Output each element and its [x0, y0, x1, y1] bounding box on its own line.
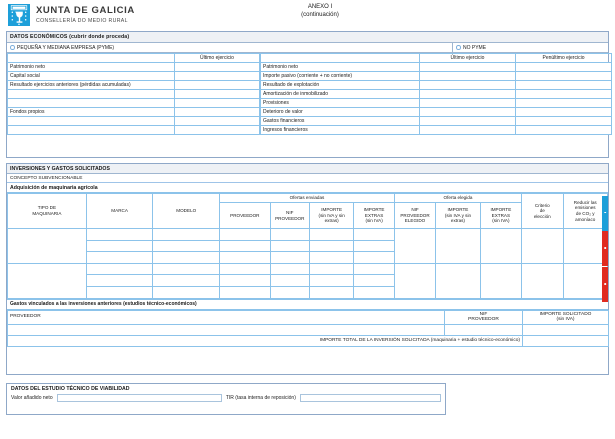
col-extras-eleg-line1: IMPORTE: [490, 207, 512, 213]
economic-left-table-wrap: [7, 53, 259, 135]
input-cell[interactable]: [153, 275, 220, 287]
input-cell[interactable]: [175, 90, 260, 99]
table-row: [261, 81, 612, 90]
input-cell[interactable]: [420, 81, 516, 90]
row-label: [8, 90, 175, 99]
col-extras-line1: IMPORTE: [363, 207, 385, 213]
table-row: [8, 263, 608, 275]
row-label: Gastos financieros: [261, 117, 420, 126]
col-nif-eleg-line1: NIF: [411, 207, 419, 213]
input-cell[interactable]: [86, 252, 153, 264]
row-label: Ingresos financieros: [261, 126, 420, 135]
table-row: [8, 126, 260, 135]
viability-fields-row: [7, 394, 445, 405]
input-cell[interactable]: [153, 252, 220, 264]
importe-total-input-cell[interactable]: [523, 335, 609, 346]
input-cell[interactable]: [445, 324, 523, 335]
input-cell[interactable]: [86, 229, 153, 241]
input-cell[interactable]: [480, 263, 521, 298]
input-cell[interactable]: [522, 263, 563, 298]
annex-subtitle: (continuación): [301, 12, 339, 18]
input-cell[interactable]: [220, 229, 270, 241]
column-marker-header: [602, 196, 608, 231]
input-cell[interactable]: [354, 286, 394, 298]
table-row: [261, 117, 612, 126]
radio-pyme-icon[interactable]: [10, 45, 15, 50]
input-cell[interactable]: [270, 263, 309, 275]
group-ofertas-enviadas: Ofertas enviadas: [220, 194, 395, 203]
table-row: [8, 229, 608, 241]
input-cell[interactable]: [270, 286, 309, 298]
col-reducir-line1: Reducir las: [573, 199, 597, 205]
input-cell[interactable]: [270, 229, 309, 241]
tipo-maquinaria-cell[interactable]: [8, 263, 87, 298]
column-marker-group-1: [602, 231, 608, 266]
input-cell[interactable]: [354, 275, 394, 287]
economic-right-table-wrap: [259, 53, 612, 135]
table-header-row: [261, 54, 612, 63]
economic-left-table: [7, 53, 260, 135]
table-row: [8, 99, 260, 108]
input-cell[interactable]: [86, 263, 153, 275]
importe-total-label: IMPORTE TOTAL DE LA INVERSIÓN SOLICITADA (maquinaria + estudio técnico-económico): [8, 335, 523, 346]
gastos-table: [7, 310, 609, 347]
row-label: Amortización de inmobilizado: [261, 90, 420, 99]
col-criterio-line2: de: [539, 208, 545, 214]
col-modelo: MODELO: [153, 194, 220, 229]
input-cell[interactable]: [309, 229, 353, 241]
col-criterio-line3: elección: [533, 213, 551, 219]
machinery-group-header-row: [8, 194, 608, 203]
col-reducir-line4: amoníaco: [575, 216, 596, 222]
input-cell[interactable]: [270, 240, 309, 252]
total-row: [8, 335, 609, 346]
economic-right-table: [260, 53, 612, 135]
col-importe-eleg-line1: IMPORTE: [447, 207, 469, 213]
organization-department: CONSELLERÍA DO MEDIO RURAL: [36, 18, 128, 24]
col-importe-eleg-line2: (sin IVA y sin: [444, 212, 472, 218]
col-extras-line3: (sin IVA): [365, 218, 383, 224]
economic-left-col-header: [8, 54, 175, 63]
input-cell[interactable]: [220, 240, 270, 252]
row-label: Resultado de explotación: [261, 81, 420, 90]
input-cell[interactable]: [480, 229, 521, 264]
input-cell[interactable]: [420, 72, 516, 81]
input-cell[interactable]: [394, 263, 435, 298]
gastos-importe-line2: (sin IVA): [556, 317, 575, 323]
machinery-table: [7, 193, 608, 299]
input-cell[interactable]: [309, 263, 353, 275]
economic-right-value-header-2: Penúltimo ejercicio: [516, 54, 612, 63]
col-nif-proveedor-elegido: [394, 203, 435, 229]
input-cell[interactable]: [175, 99, 260, 108]
input-cell[interactable]: [354, 229, 394, 241]
input-cell[interactable]: [420, 90, 516, 99]
input-cell[interactable]: [220, 286, 270, 298]
col-extras-line2: EXTRAS: [364, 212, 384, 218]
valor-anadido-neto-label: Valor añadido neto: [11, 395, 53, 401]
input-cell[interactable]: [153, 263, 220, 275]
tir-label: TIR (tasa interna de reposición): [225, 395, 296, 401]
input-cell[interactable]: [270, 275, 309, 287]
input-cell[interactable]: [220, 275, 270, 287]
page-header: [0, 0, 615, 30]
col-importe-extras-elegida: [480, 203, 521, 229]
table-header-row: [8, 54, 260, 63]
economic-data-section: [6, 31, 609, 158]
input-cell[interactable]: [516, 126, 612, 135]
annex-title: ANEXO I: [307, 4, 333, 10]
input-cell[interactable]: [86, 286, 153, 298]
table-row: [261, 72, 612, 81]
input-cell[interactable]: [8, 324, 445, 335]
input-cell[interactable]: [516, 99, 612, 108]
row-label: Deterioro de valor: [261, 108, 420, 117]
row-label: Fondos propios: [8, 108, 175, 117]
option-no-pyme[interactable]: [453, 43, 608, 52]
concepto-subvencionable-label: CONCEPTO SUBVENCIONABLE: [7, 174, 608, 183]
col-criterio-eleccion: [522, 194, 563, 229]
input-cell[interactable]: [516, 63, 612, 72]
investments-section: [6, 163, 609, 375]
input-cell[interactable]: [175, 117, 260, 126]
input-cell[interactable]: [153, 229, 220, 241]
table-row: [8, 90, 260, 99]
table-row: [261, 108, 612, 117]
input-cell[interactable]: [309, 275, 353, 287]
row-label: Capital social: [8, 72, 175, 81]
input-cell[interactable]: [153, 286, 220, 298]
table-row: [8, 72, 260, 81]
row-label: [8, 126, 175, 135]
input-cell[interactable]: [394, 229, 435, 264]
col-importe-extras-enviadas: [354, 203, 394, 229]
input-cell[interactable]: [153, 240, 220, 252]
input-cell[interactable]: [309, 286, 353, 298]
col-nif-proveedor: [270, 203, 309, 229]
input-cell[interactable]: [516, 90, 612, 99]
col-importe-line2: (sin IVA y sin: [318, 212, 345, 218]
col-tipo-line2: MAQUINARIA: [32, 211, 62, 216]
tir-input[interactable]: [300, 394, 441, 402]
option-pyme-label: PEQUEÑA Y MEDIANA EMPRESA (PYME): [17, 44, 115, 51]
table-row: [261, 90, 612, 99]
col-tipo-line1: TIPO DE: [37, 205, 57, 211]
input-cell[interactable]: [175, 126, 260, 135]
gastos-nif-line2: PROVEEDOR: [468, 317, 499, 323]
row-label: Provisiones: [261, 99, 420, 108]
input-cell[interactable]: [436, 229, 480, 264]
valor-anadido-neto-input[interactable]: [57, 394, 222, 402]
table-row: [8, 117, 260, 126]
annex-title-block: [280, 3, 360, 19]
col-proveedor: PROVEEDOR: [220, 203, 270, 229]
input-cell[interactable]: [516, 108, 612, 117]
col-nif-prov-line1: NIF: [286, 209, 294, 215]
input-cell[interactable]: [516, 81, 612, 90]
col-marca: MARCA: [86, 194, 153, 229]
input-cell[interactable]: [522, 229, 563, 264]
viability-section-title: DATOS DEL ESTUDIO TÉCNICO DE VIABILIDAD: [11, 386, 130, 392]
gastos-col-proveedor: PROVEEDOR: [8, 310, 445, 324]
input-cell[interactable]: [86, 240, 153, 252]
input-cell[interactable]: [220, 252, 270, 264]
col-nif-prov-line2: PROVEEDOR: [275, 215, 305, 221]
table-row: [8, 63, 260, 72]
gastos-col-nif: [445, 310, 523, 324]
table-row: [261, 126, 612, 135]
investments-section-title: INVERSIONES Y GASTOS SOLICITADOS: [7, 164, 608, 174]
input-cell[interactable]: [523, 324, 609, 335]
table-row: [8, 324, 609, 335]
input-cell[interactable]: [420, 99, 516, 108]
option-pyme[interactable]: [7, 43, 453, 52]
col-importe-line3: extras): [324, 218, 339, 224]
input-cell[interactable]: [420, 126, 516, 135]
col-nif-eleg-line2: PROVEEDOR: [400, 212, 430, 218]
table-row: [8, 81, 260, 90]
economic-tables: [7, 53, 608, 135]
table-row: [8, 108, 260, 117]
row-label: Importe pasivo (corriente + no corriente): [261, 72, 420, 81]
input-cell[interactable]: [309, 240, 353, 252]
input-cell[interactable]: [220, 263, 270, 275]
row-label: [8, 117, 175, 126]
gastos-col-importe: [523, 310, 609, 324]
row-label: Patrimonio neto: [261, 63, 420, 72]
input-cell[interactable]: [309, 252, 353, 264]
col-reducir-emisiones: [563, 194, 608, 229]
row-label: [8, 99, 175, 108]
col-importe-elegida: [436, 203, 480, 229]
xunta-galicia-chalice-logo-icon: [8, 4, 30, 26]
economic-right-value-header-1: Último ejercicio: [420, 54, 516, 63]
gastos-vinculados-title: Gastos vinculados a las inversiones anteriores (estudios técnico-económicos): [7, 299, 608, 310]
gastos-nif-line1: NIF: [479, 311, 488, 317]
company-type-options: [7, 43, 608, 53]
input-cell[interactable]: [175, 81, 260, 90]
input-cell[interactable]: [354, 240, 394, 252]
col-extras-eleg-line3: (sin IVA): [492, 218, 510, 224]
input-cell[interactable]: [436, 263, 480, 298]
input-cell[interactable]: [420, 108, 516, 117]
input-cell[interactable]: [516, 72, 612, 81]
viability-study-section: [6, 383, 446, 415]
column-marker-group-2: [602, 267, 608, 302]
gastos-importe-line1: IMPORTE SOLICITADO: [539, 311, 592, 317]
economic-section-title: DATOS ECONÓMICOS (cubrir donde proceda): [7, 32, 608, 43]
adquisicion-maquinaria-label: Adquisición de maquinaria agrícola: [7, 183, 608, 193]
row-label: Resultado ejercicios anteriores (pérdidas acumuladas): [8, 81, 175, 90]
col-importe-line1: IMPORTE: [321, 207, 343, 213]
col-tipo-maquinaria: [8, 194, 87, 229]
input-cell[interactable]: [420, 63, 516, 72]
input-cell[interactable]: [354, 252, 394, 264]
input-cell[interactable]: [270, 252, 309, 264]
table-row: [261, 99, 612, 108]
tipo-maquinaria-cell[interactable]: [8, 229, 87, 264]
brand-block: [36, 5, 135, 24]
col-extras-eleg-line2: EXTRAS: [491, 212, 511, 218]
col-reducir-line2: emisiones: [574, 205, 596, 211]
option-no-pyme-label: NO PYME: [463, 44, 487, 51]
economic-left-value-header: Último ejercicio: [175, 54, 260, 63]
col-criterio-line1: Criterio: [534, 202, 550, 208]
radio-no-pyme-icon[interactable]: [456, 45, 461, 50]
input-cell[interactable]: [175, 72, 260, 81]
economic-right-col-header: [261, 54, 420, 63]
input-cell[interactable]: [420, 117, 516, 126]
row-label: Patrimonio neto: [8, 63, 175, 72]
group-oferta-elegida: Oferta elegida: [394, 194, 521, 203]
input-cell[interactable]: [563, 229, 608, 264]
input-cell[interactable]: [175, 108, 260, 117]
input-cell[interactable]: [175, 63, 260, 72]
table-row: [261, 63, 612, 72]
table-header-row: [8, 310, 609, 324]
col-reducir-line3: de CO₂ y: [575, 211, 595, 216]
input-cell[interactable]: [563, 263, 608, 298]
input-cell[interactable]: [516, 117, 612, 126]
col-importe-eleg-line3: extras): [450, 218, 465, 224]
col-importe-enviadas: [309, 203, 353, 229]
col-nif-eleg-line3: ELEGIDO: [404, 218, 426, 224]
input-cell[interactable]: [354, 263, 394, 275]
input-cell[interactable]: [86, 275, 153, 287]
organization-name: XUNTA DE GALICIA: [36, 5, 135, 16]
